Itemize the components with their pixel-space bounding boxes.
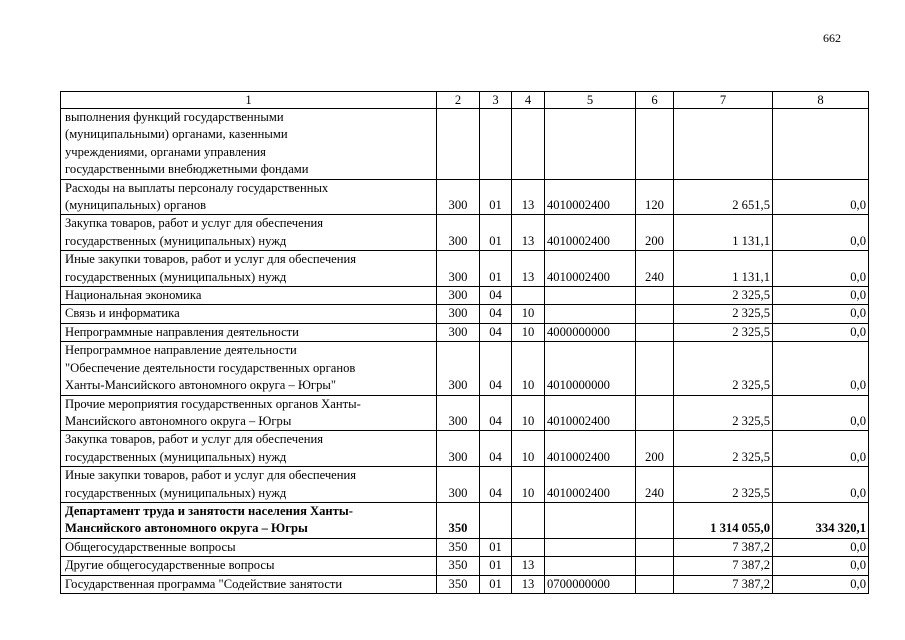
row-name-cell: Непрограммные направления деятельности bbox=[61, 323, 437, 341]
row-subsection-cell: 13 bbox=[512, 557, 545, 575]
row-section-cell: 01 bbox=[480, 215, 512, 251]
row-amount-cell: 7 387,2 bbox=[674, 557, 773, 575]
row-subsection-cell: 10 bbox=[512, 395, 545, 431]
row-code-cell: 300 bbox=[437, 342, 480, 395]
row-amount-cell: 2 651,5 bbox=[674, 179, 773, 215]
row-expense-type-cell: 200 bbox=[636, 215, 674, 251]
row-subvention-amount-cell: 0,0 bbox=[773, 467, 869, 503]
row-code-cell: 300 bbox=[437, 323, 480, 341]
header-cell-3: 3 bbox=[480, 92, 512, 109]
table-row bbox=[61, 395, 869, 431]
row-code-cell: 300 bbox=[437, 431, 480, 467]
row-subsection-cell: 10 bbox=[512, 342, 545, 395]
table-row bbox=[61, 323, 869, 341]
row-subvention-amount-cell: 0,0 bbox=[773, 557, 869, 575]
row-target-article-cell: 4010002400 bbox=[545, 215, 636, 251]
header-cell-4: 4 bbox=[512, 92, 545, 109]
table-row bbox=[61, 215, 869, 251]
row-section-cell bbox=[480, 109, 512, 180]
row-section-cell: 04 bbox=[480, 305, 512, 323]
row-code-cell: 300 bbox=[437, 287, 480, 305]
row-expense-type-cell bbox=[636, 557, 674, 575]
row-subvention-amount-cell: 0,0 bbox=[773, 215, 869, 251]
row-name-cell: Департамент труда и занятости населения Ханты- Мансийского автономного округа – Югры bbox=[61, 502, 437, 538]
row-expense-type-cell bbox=[636, 575, 674, 593]
row-name-cell: Расходы на выплаты персоналу государственных (муниципальных) органов bbox=[61, 179, 437, 215]
row-section-cell: 01 bbox=[480, 575, 512, 593]
row-subsection-cell: 10 bbox=[512, 323, 545, 341]
row-code-cell bbox=[437, 109, 480, 180]
row-code-cell: 350 bbox=[437, 538, 480, 556]
row-subsection-cell bbox=[512, 287, 545, 305]
row-amount-cell: 2 325,5 bbox=[674, 467, 773, 503]
row-name-cell: Общегосударственные вопросы bbox=[61, 538, 437, 556]
row-subsection-cell: 13 bbox=[512, 251, 545, 287]
row-section-cell: 01 bbox=[480, 251, 512, 287]
row-subvention-amount-cell: 0,0 bbox=[773, 342, 869, 395]
row-amount-cell: 1 131,1 bbox=[674, 251, 773, 287]
row-name-cell: Закупка товаров, работ и услуг для обеспечения государственных (муниципальных) нужд bbox=[61, 431, 437, 467]
row-amount-cell: 1 131,1 bbox=[674, 215, 773, 251]
table-header-row bbox=[61, 92, 869, 109]
table-row bbox=[61, 502, 869, 538]
row-name-cell: Иные закупки товаров, работ и услуг для обеспечения государственных (муниципальных) нужд bbox=[61, 251, 437, 287]
row-target-article-cell bbox=[545, 287, 636, 305]
row-expense-type-cell: 240 bbox=[636, 467, 674, 503]
row-expense-type-cell bbox=[636, 109, 674, 180]
row-target-article-cell: 4010000000 bbox=[545, 342, 636, 395]
table-row bbox=[61, 109, 869, 180]
table-row bbox=[61, 575, 869, 593]
row-subvention-amount-cell: 0,0 bbox=[773, 287, 869, 305]
row-section-cell: 04 bbox=[480, 467, 512, 503]
row-name-cell: Непрограммное направление деятельности "Обеспечение деятельности государственных органов Ханты-Мансийского автономного округа – Югры" bbox=[61, 342, 437, 395]
row-target-article-cell: 4010002400 bbox=[545, 431, 636, 467]
table-row bbox=[61, 431, 869, 467]
row-subvention-amount-cell: 0,0 bbox=[773, 395, 869, 431]
budget-table bbox=[60, 91, 869, 594]
row-code-cell: 300 bbox=[437, 305, 480, 323]
row-name-cell: Государственная программа "Содействие занятости bbox=[61, 575, 437, 593]
row-amount-cell: 2 325,5 bbox=[674, 395, 773, 431]
row-target-article-cell bbox=[545, 109, 636, 180]
row-target-article-cell: 4000000000 bbox=[545, 323, 636, 341]
row-section-cell: 01 bbox=[480, 557, 512, 575]
row-name-cell: Иные закупки товаров, работ и услуг для обеспечения государственных (муниципальных) нужд bbox=[61, 467, 437, 503]
row-amount-cell: 2 325,5 bbox=[674, 431, 773, 467]
header-cell-7: 7 bbox=[674, 92, 773, 109]
row-subsection-cell bbox=[512, 538, 545, 556]
row-subsection-cell: 13 bbox=[512, 575, 545, 593]
header-cell-5: 5 bbox=[545, 92, 636, 109]
row-section-cell: 04 bbox=[480, 342, 512, 395]
row-section-cell: 01 bbox=[480, 538, 512, 556]
row-code-cell: 300 bbox=[437, 467, 480, 503]
row-name-cell: Национальная экономика bbox=[61, 287, 437, 305]
row-expense-type-cell bbox=[636, 342, 674, 395]
row-code-cell: 350 bbox=[437, 557, 480, 575]
row-subsection-cell: 13 bbox=[512, 179, 545, 215]
table-row bbox=[61, 467, 869, 503]
row-name-cell: Закупка товаров, работ и услуг для обеспечения государственных (муниципальных) нужд bbox=[61, 215, 437, 251]
row-target-article-cell bbox=[545, 538, 636, 556]
page-number: 662 bbox=[823, 31, 841, 45]
row-expense-type-cell: 200 bbox=[636, 431, 674, 467]
row-expense-type-cell bbox=[636, 538, 674, 556]
row-amount-cell: 2 325,5 bbox=[674, 287, 773, 305]
table-row bbox=[61, 251, 869, 287]
row-target-article-cell: 4010002400 bbox=[545, 395, 636, 431]
row-target-article-cell bbox=[545, 305, 636, 323]
row-name-cell: Связь и информатика bbox=[61, 305, 437, 323]
row-subsection-cell bbox=[512, 502, 545, 538]
table-row bbox=[61, 305, 869, 323]
row-code-cell: 300 bbox=[437, 215, 480, 251]
row-subsection-cell bbox=[512, 109, 545, 180]
row-expense-type-cell bbox=[636, 323, 674, 341]
table-row bbox=[61, 557, 869, 575]
row-expense-type-cell: 120 bbox=[636, 179, 674, 215]
row-expense-type-cell bbox=[636, 305, 674, 323]
row-expense-type-cell bbox=[636, 395, 674, 431]
row-section-cell: 01 bbox=[480, 179, 512, 215]
row-name-cell: Другие общегосударственные вопросы bbox=[61, 557, 437, 575]
row-subvention-amount-cell: 0,0 bbox=[773, 575, 869, 593]
row-code-cell: 350 bbox=[437, 502, 480, 538]
row-section-cell: 04 bbox=[480, 323, 512, 341]
row-subsection-cell: 10 bbox=[512, 467, 545, 503]
row-code-cell: 300 bbox=[437, 179, 480, 215]
row-code-cell: 300 bbox=[437, 395, 480, 431]
row-subvention-amount-cell bbox=[773, 109, 869, 180]
row-code-cell: 300 bbox=[437, 251, 480, 287]
row-section-cell: 04 bbox=[480, 287, 512, 305]
header-cell-8: 8 bbox=[773, 92, 869, 109]
row-amount-cell: 2 325,5 bbox=[674, 342, 773, 395]
table-row bbox=[61, 179, 869, 215]
row-target-article-cell: 4010002400 bbox=[545, 467, 636, 503]
table-row bbox=[61, 538, 869, 556]
row-target-article-cell: 4010002400 bbox=[545, 179, 636, 215]
header-cell-2: 2 bbox=[437, 92, 480, 109]
row-amount-cell: 7 387,2 bbox=[674, 538, 773, 556]
row-subvention-amount-cell: 0,0 bbox=[773, 305, 869, 323]
row-name-cell: Прочие мероприятия государственных органов Ханты- Мансийского автономного округа – Югры bbox=[61, 395, 437, 431]
row-subvention-amount-cell: 0,0 bbox=[773, 431, 869, 467]
row-subvention-amount-cell: 0,0 bbox=[773, 323, 869, 341]
row-section-cell: 04 bbox=[480, 431, 512, 467]
row-subvention-amount-cell: 0,0 bbox=[773, 538, 869, 556]
row-expense-type-cell bbox=[636, 502, 674, 538]
row-amount-cell: 2 325,5 bbox=[674, 323, 773, 341]
row-subvention-amount-cell: 334 320,1 bbox=[773, 502, 869, 538]
table-row bbox=[61, 342, 869, 395]
row-target-article-cell bbox=[545, 502, 636, 538]
row-section-cell: 04 bbox=[480, 395, 512, 431]
row-subsection-cell: 13 bbox=[512, 215, 545, 251]
row-target-article-cell: 4010002400 bbox=[545, 251, 636, 287]
row-subsection-cell: 10 bbox=[512, 305, 545, 323]
row-section-cell bbox=[480, 502, 512, 538]
header-cell-1: 1 bbox=[61, 92, 437, 109]
row-code-cell: 350 bbox=[437, 575, 480, 593]
row-expense-type-cell: 240 bbox=[636, 251, 674, 287]
row-amount-cell: 1 314 055,0 bbox=[674, 502, 773, 538]
row-amount-cell: 2 325,5 bbox=[674, 305, 773, 323]
header-cell-6: 6 bbox=[636, 92, 674, 109]
row-target-article-cell bbox=[545, 557, 636, 575]
row-expense-type-cell bbox=[636, 287, 674, 305]
row-amount-cell bbox=[674, 109, 773, 180]
table-row bbox=[61, 287, 869, 305]
row-subvention-amount-cell: 0,0 bbox=[773, 179, 869, 215]
row-amount-cell: 7 387,2 bbox=[674, 575, 773, 593]
row-subvention-amount-cell: 0,0 bbox=[773, 251, 869, 287]
row-name-cell: выполнения функций государственными (муниципальными) органами, казенными учреждениями, органами управления государственными внебюджетными фондами bbox=[61, 109, 437, 180]
row-subsection-cell: 10 bbox=[512, 431, 545, 467]
row-target-article-cell: 0700000000 bbox=[545, 575, 636, 593]
